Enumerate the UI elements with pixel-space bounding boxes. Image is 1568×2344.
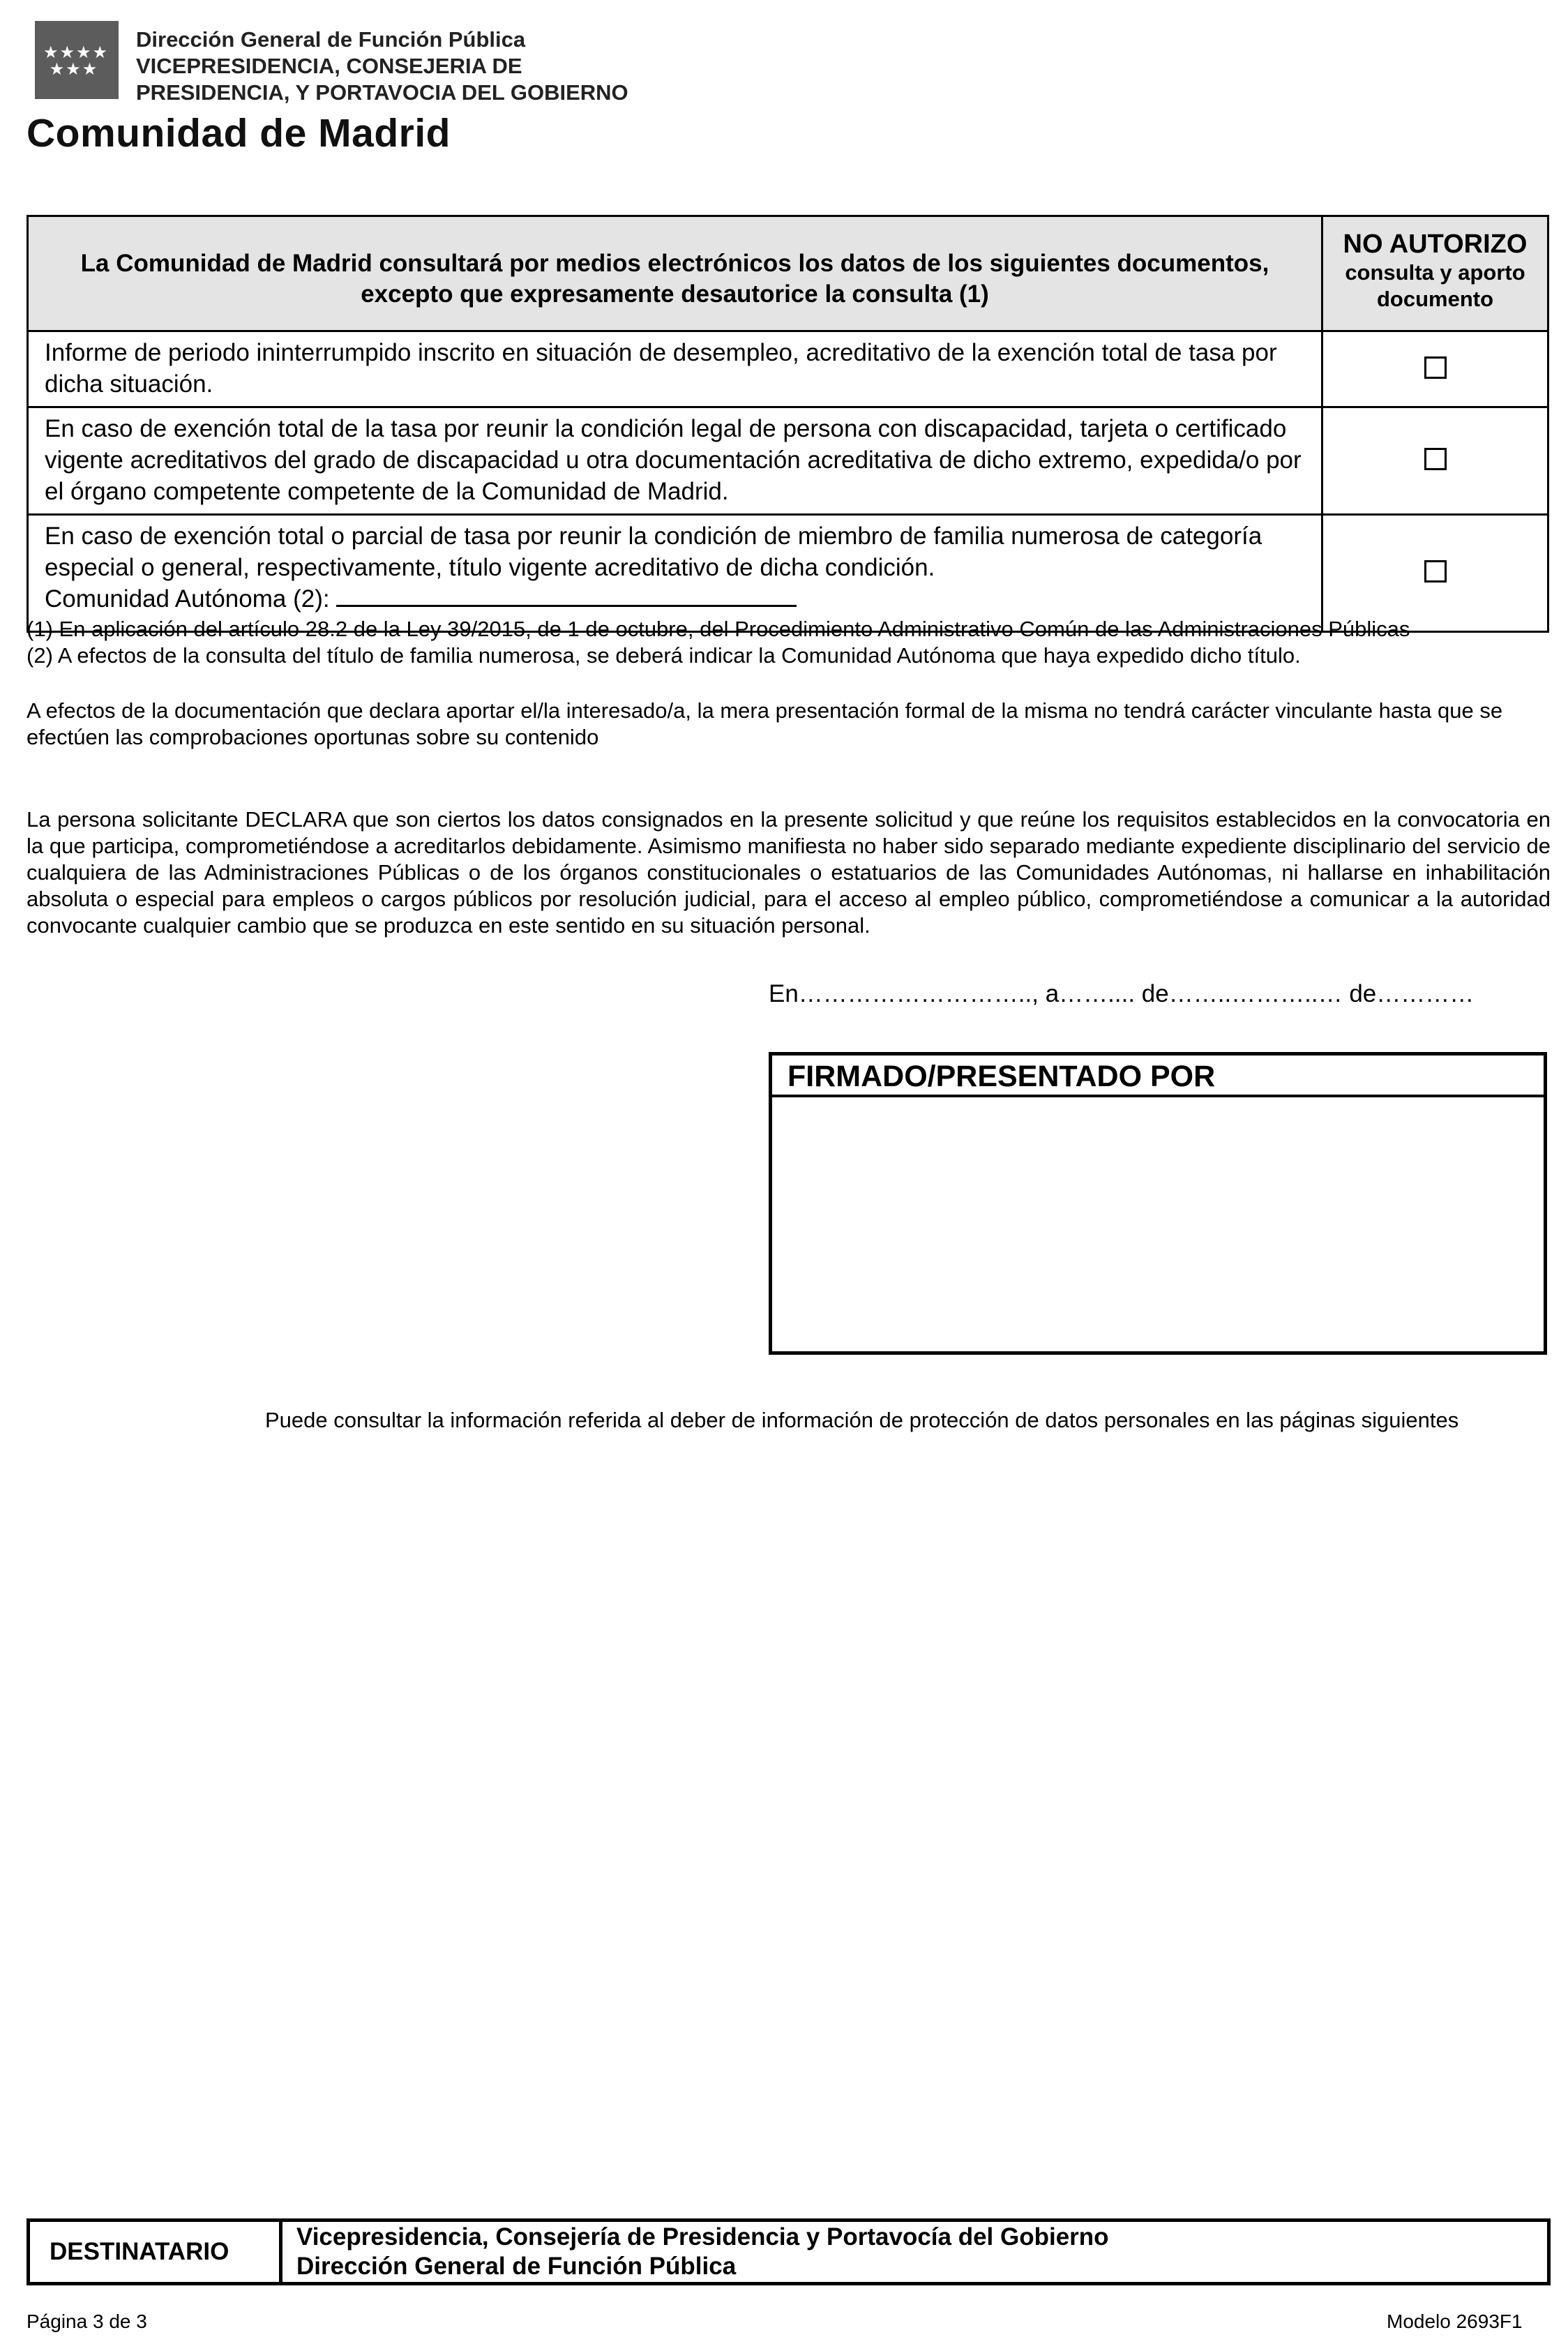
madrid-logo <box>35 21 119 99</box>
signature-title: FIRMADO/PRESENTADO POR <box>772 1055 1544 1097</box>
table-row <box>28 515 1548 632</box>
no-autorizo-sublabel: consulta y aporto documento <box>1345 260 1525 311</box>
no-autorizo-label: NO AUTORIZO <box>1343 230 1528 259</box>
model-code: Modelo 2693F1 <box>1387 2311 1523 2332</box>
page-title: Comunidad de Madrid <box>27 111 451 156</box>
autonomous-community-text: Comunidad Autónoma (2): <box>45 585 330 613</box>
autonomous-community-field[interactable] <box>336 584 797 607</box>
table-header-cell <box>28 216 1322 331</box>
destinatario-value <box>281 2221 1549 2284</box>
table-header-row <box>28 216 1548 331</box>
row-unemployment-text: Informe de periodo ininterrumpido inscrito en situación de desempleo, acreditativo de la exención total de tasa por dicha situación. <box>45 339 1277 398</box>
consult-header-text: La Comunidad de Madrid consultará por medios electrónicos los datos de los siguientes documentos, excepto que expresamente desautorice la consulta (1) <box>80 250 1269 308</box>
documentation-paragraph: A efectos de la documentación que declara aportar el/la interesado/a, la mera presentación formal de la misma no tendrá carácter vinculante hasta que se efectúen las comprobaciones oportunas sobre su contenido <box>27 698 1503 749</box>
row-large-family-text: En caso de exención total o parcial de tasa por reunir la condición de miembro de familia numerosa de categoría especial o general, respectivamente, título vigente acreditativo de dicha condición. <box>45 523 1262 581</box>
org-line-3: PRESIDENCIA, Y PORTAVOCIA DEL GOBIERNO <box>136 80 628 105</box>
no-autorizo-checkbox-large-family[interactable] <box>1424 560 1447 583</box>
organization-header <box>136 27 628 106</box>
no-autorizo-checkbox-unemployment[interactable] <box>1424 356 1447 379</box>
destinatario-line-1: Vicepresidencia, Consejería de Presidencia y Portavocía del Gobierno <box>296 2223 1109 2251</box>
destinatario-table <box>27 2218 1551 2285</box>
footnotes <box>27 616 1554 669</box>
destinatario-label: DESTINATARIO <box>29 2221 281 2284</box>
table-row <box>28 407 1548 515</box>
data-protection-note: Puede consultar la información referida al deber de información de protección de datos personales en las páginas siguientes <box>265 1408 1459 1432</box>
signature-box[interactable] <box>769 1052 1547 1355</box>
star-icon: ★★★★ ★★★ <box>43 43 110 79</box>
row-large-family <box>29 516 1320 620</box>
declaration-paragraph: La persona solicitante DECLARA que son ciertos los datos consignados en la presente solicitud y que reúne los requisitos establecidos en la convocatoria en la que participa, comprometiéndose a acreditarlos debidamente. Asimismo manifiesta no haber sido separado mediante expediente disciplinario del servicio de cualquiera de las Administraciones Públicas o de los órganos constitucionales o estatuarios de las Comunidades Autónomas, ni hallarse en inhabilitación absoluta o especial para empleos o cargos públicos por resolución judicial, para el acceso al empleo público, comprometiéndose a comunicar a la autoridad convocante cualquier cambio que se produzca en este sentido en su situación personal. <box>27 807 1551 938</box>
page-number: Página 3 de 3 <box>27 2311 147 2332</box>
row-disability-text: En caso de exención total de la tasa por reunir la condición legal de persona con discapacidad, tarjeta o certificado vigente acreditativos del grado de discapacidad u otra documentación acreditativa de dicho extremo, expedida/o por el órgano competente competente de la Comunidad de Madrid. <box>45 415 1302 505</box>
no-autorizo-checkbox-disability[interactable] <box>1424 448 1447 470</box>
org-line-1: Dirección General de Función Pública <box>136 27 526 52</box>
footnote-1: (1) En aplicación del artículo 28.2 de la Ley 39/2015, de 1 de octubre, del Procedimiento Administrativo Común de las Administraciones Públicas <box>27 617 1410 641</box>
table-row <box>28 331 1548 407</box>
consultation-table <box>27 215 1549 633</box>
no-autorizo-header <box>1322 216 1548 331</box>
date-line[interactable]: En……………………….., a…….... de……..………..… de………… <box>769 980 1475 1007</box>
destinatario-line-2: Dirección General de Función Pública <box>296 2253 737 2280</box>
footnote-2: (2) A efectos de la consulta del título de familia numerosa, se deberá indicar la Comunidad Autónoma que haya expedido dicho título. <box>27 643 1301 668</box>
org-line-2: VICEPRESIDENCIA, CONSEJERIA DE <box>136 54 522 78</box>
autonomous-community-label <box>45 583 1305 615</box>
